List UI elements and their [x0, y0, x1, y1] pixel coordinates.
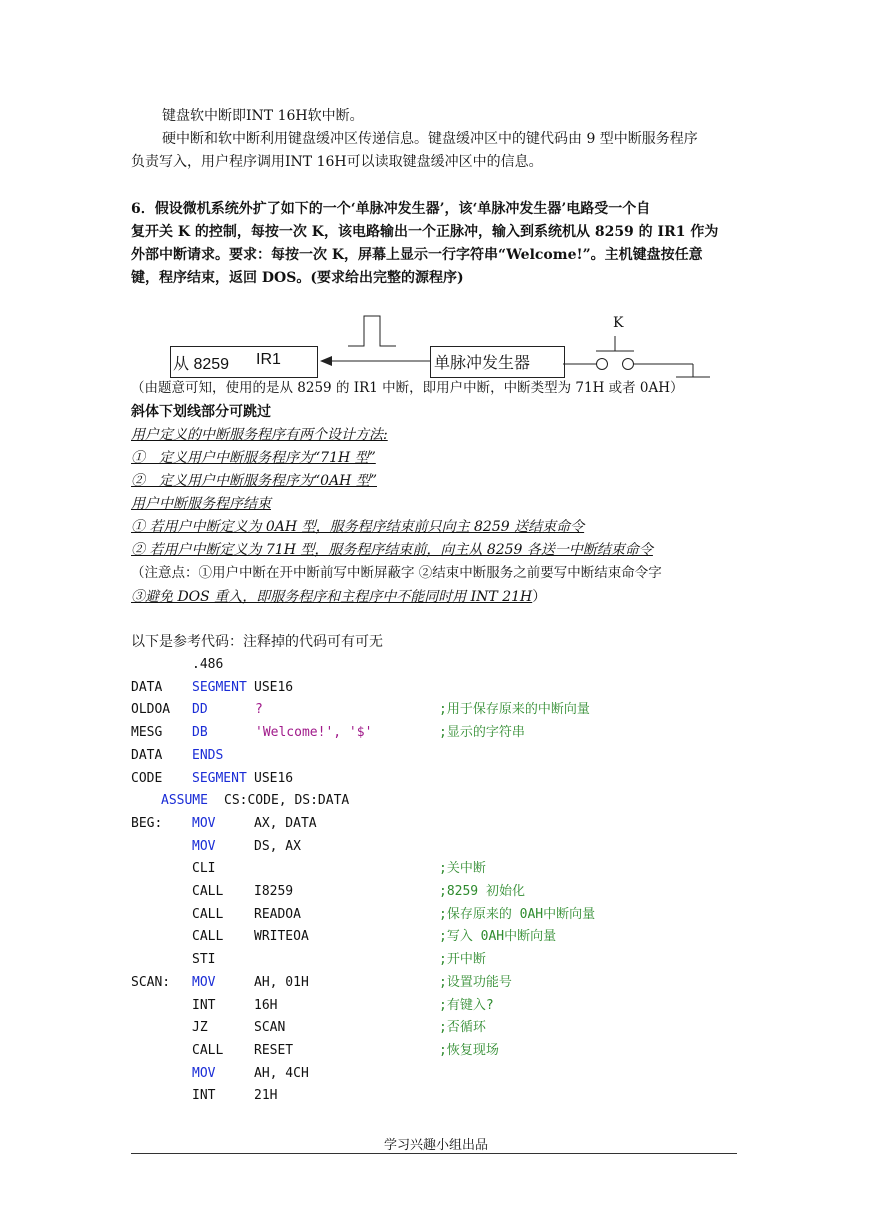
code-arg: I8259	[254, 884, 294, 899]
code-label: DATA	[131, 747, 163, 763]
code-comment: ;用于保存原来的中断向量	[439, 702, 590, 718]
code-line	[131, 927, 737, 947]
code-line	[131, 700, 737, 720]
code-arg: 'Welcome!', '$'	[255, 725, 373, 741]
code-arg: WRITEOA	[254, 929, 309, 945]
code-arg: DS, AX	[254, 838, 301, 854]
skip-note: 斜体下划线部分可跳过	[131, 404, 271, 420]
code-label: DATA	[131, 679, 163, 695]
code-op: ASSUME	[161, 793, 208, 809]
code-op: MOV	[192, 838, 216, 854]
code-line	[131, 746, 737, 766]
hint-text: （由题意可知，使用的是从 8259 的 IR1 中断，即用户中断，中断类型为 71H 或者 0AH）	[131, 380, 684, 396]
code-comment: ;写入 0AH中断向量	[439, 929, 557, 945]
code-arg: 16H	[254, 997, 278, 1013]
question-line-4: 键，程序结束，返回 DOS。(要求给出完整的源程序)	[131, 270, 464, 286]
code-arg: AH, 4CH	[254, 1065, 309, 1081]
code-op: CALL	[192, 1042, 224, 1058]
code-arg: AH, 01H	[254, 974, 309, 990]
attention-line-2	[131, 586, 546, 607]
circuit-wires	[0, 0, 869, 400]
code-label: SCAN:	[131, 974, 171, 990]
switch-contact-left	[597, 359, 608, 370]
code-line	[131, 1041, 737, 1061]
code-arg: USE16	[254, 679, 294, 695]
code-label: BEG:	[131, 815, 163, 831]
code-label: CODE	[131, 770, 163, 786]
intro-line-2b: 负责写入，用户程序调用INT 16H可以读取键盘缓冲区中的信息。	[131, 154, 543, 170]
code-arg: 21H	[254, 1088, 278, 1104]
code-op: MOV	[192, 974, 216, 990]
intro-line-1: 键盘软中断即INT 16H软中断。	[162, 108, 364, 124]
box-slave-8259-label: 从 8259	[173, 356, 230, 373]
code-op: CALL	[192, 906, 224, 922]
code-arg: READOA	[254, 906, 301, 922]
code-arg: SCAN	[254, 1020, 286, 1036]
code-op: INT	[192, 997, 216, 1013]
question-line-1: 6．假设微机系统外扩了如下的一个‘单脉冲发生器’，该‘单脉冲发生器’电路受一个自	[131, 201, 651, 217]
code-op: ENDS	[192, 747, 224, 763]
code-op: .486	[192, 657, 224, 672]
attention-line-1: （注意点：①用户中断在开中断前写中断屏蔽字 ②结束中断服务之前要写中断结束命令字	[131, 565, 662, 581]
footer-text: 学习兴趣小组出品	[384, 1138, 489, 1153]
code-op: MOV	[192, 1065, 216, 1081]
code-op: CALL	[192, 929, 224, 945]
note-u2: ① 定义用户中断服务程序为“71H 型”	[131, 450, 376, 466]
attention-underlined: ③避免 DOS 重入，即服务程序和主程序中不能同时用 INT 21H	[131, 589, 533, 605]
code-line	[131, 996, 737, 1016]
code-line	[131, 814, 737, 834]
code-comment: ;8259 初始化	[439, 884, 525, 899]
code-label: OLDOA	[131, 702, 171, 718]
box-pulse-generator-label: 单脉冲发生器	[434, 355, 531, 372]
code-comment: ;设置功能号	[439, 974, 512, 990]
code-op: JZ	[192, 1020, 208, 1036]
code-line	[131, 859, 737, 879]
code-comment: ;显示的字符串	[439, 725, 525, 741]
note-u1: 用户定义的中断服务程序有两个设计方法:	[131, 427, 388, 443]
note-u6: ② 若用户中断定义为 71H 型，服务程序结束前，向主从 8259 各送一中断结束命令	[131, 542, 653, 558]
code-line	[131, 723, 737, 743]
code-op: CALL	[192, 884, 224, 899]
footer-divider	[131, 1153, 737, 1154]
code-line	[131, 905, 737, 925]
code-comment: ;否循环	[439, 1020, 486, 1036]
code-line	[131, 678, 737, 698]
question-line-2: 复开关 K 的控制，每按一次 K，该电路输出一个正脉冲，输入到系统机从 8259 的 IR1 作为	[131, 224, 719, 240]
code-arg: ?	[255, 702, 263, 718]
code-line	[131, 655, 737, 675]
code-op: DB	[192, 725, 208, 741]
code-op: STI	[192, 952, 216, 968]
question-line-3: 外部中断请求。要求：每按一次 K，屏幕上显示一行字符串“Welcome!”。主机键盘按任意	[131, 247, 703, 263]
switch-contact-right	[623, 359, 634, 370]
code-comment: ;开中断	[439, 952, 486, 968]
code-op: DD	[192, 702, 208, 718]
code-comment: ;关中断	[439, 861, 486, 877]
code-line	[131, 769, 737, 789]
intro-line-2a: 硬中断和软中断利用键盘缓冲区传递信息。键盘缓冲区中的键代码由 9 型中断服务程序	[162, 131, 698, 147]
code-label: MESG	[131, 725, 163, 741]
arrow-head	[320, 356, 332, 366]
code-op: MOV	[192, 815, 216, 831]
box-ir1-label: IR1	[256, 351, 281, 368]
code-line	[131, 1018, 737, 1038]
note-u4: 用户中断服务程序结束	[131, 496, 271, 512]
code-line	[131, 791, 737, 811]
note-u3: ② 定义用户中断服务程序为“0AH 型”	[131, 473, 377, 489]
code-comment: ;有键入?	[439, 997, 494, 1013]
switch-k-label: K	[613, 315, 624, 331]
note-u5: ① 若用户中断定义为 0AH 型，服务程序结束前只向主 8259 送结束命令	[131, 519, 585, 535]
code-line	[131, 1086, 737, 1106]
code-arg: USE16	[254, 770, 294, 786]
code-line	[131, 950, 737, 970]
code-line	[131, 973, 737, 993]
code-arg: AX, DATA	[254, 815, 317, 831]
code-intro: 以下是参考代码：注释掉的代码可有可无	[131, 634, 383, 650]
code-line	[131, 1064, 737, 1084]
code-op: SEGMENT	[192, 770, 247, 786]
pulse-waveform	[348, 316, 396, 346]
code-arg: CS:CODE, DS:DATA	[224, 793, 350, 809]
code-op: INT	[192, 1088, 216, 1104]
code-op: SEGMENT	[192, 679, 247, 695]
attention-close: ）	[532, 589, 547, 605]
code-line	[131, 882, 737, 902]
code-line	[131, 837, 737, 857]
code-comment: ;恢复现场	[439, 1042, 499, 1058]
code-comment: ;保存原来的 0AH中断向量	[439, 906, 596, 922]
code-arg: RESET	[254, 1042, 294, 1058]
code-op: CLI	[192, 861, 216, 877]
